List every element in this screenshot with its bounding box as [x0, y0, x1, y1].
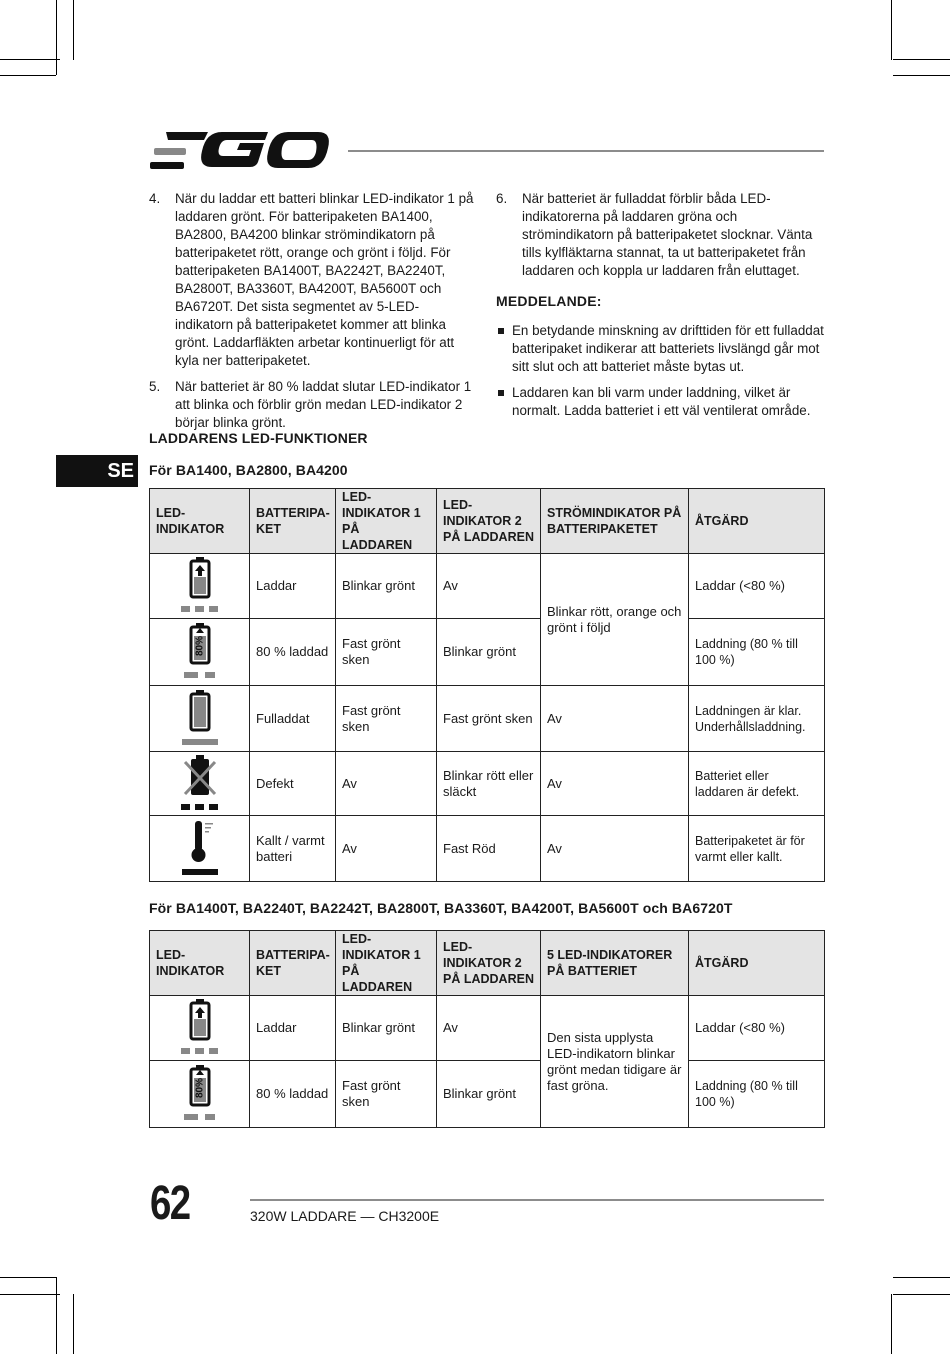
- led-cell: [150, 816, 250, 882]
- list-item: [149, 190, 474, 370]
- bullet-square-icon: [498, 328, 504, 334]
- battery-defect-icon: [180, 754, 220, 810]
- led-cell: [150, 752, 250, 816]
- header-rule: [348, 150, 824, 152]
- power-cell: Blinkar rött, orange och grönt i följd: [541, 554, 689, 686]
- column-header: BATTERIPA-KET: [250, 931, 336, 996]
- bullet-text: En betydande minskning av drifttiden för ett fulladdat batteripaket indikerar att batteriets livslängd går mot sitt slut och att batteriet måste bytas ut.: [512, 323, 824, 374]
- list-item: [496, 190, 824, 280]
- action-cell: Laddning (80 % till 100 %): [689, 1061, 825, 1128]
- badge-80-text: 80%: [194, 1077, 206, 1099]
- bullet-item: [496, 384, 824, 420]
- action-cell: Laddningen är klar. Underhållsladdning.: [689, 686, 825, 752]
- column-header: ÅTGÄRD: [689, 931, 825, 996]
- battery-80-icon: [180, 1064, 220, 1120]
- table-row: [150, 1061, 825, 1128]
- table-header-row: [150, 931, 825, 996]
- led1-cell: Fast grönt sken: [336, 1061, 437, 1128]
- crop-mark: [73, 0, 74, 60]
- column-header: LED-INDIKATOR 1 PÅ LADDAREN: [336, 931, 437, 996]
- led1-cell: Blinkar grönt: [336, 554, 437, 619]
- led2-cell: Av: [437, 554, 541, 619]
- item-text: När batteriet är 80 % laddat slutar LED-indikator 1 att blinka och förblir grön medan LED-indikator 2 börjar blinka grönt.: [175, 379, 472, 430]
- battery-80-icon: [180, 622, 220, 678]
- page-number: 62: [150, 1177, 190, 1230]
- column-header: BATTERIPA-KET: [250, 489, 336, 554]
- crop-mark: [891, 0, 892, 60]
- battery-charging-icon: [180, 556, 220, 612]
- notice-heading: MEDDELANDE:: [496, 293, 602, 309]
- crop-mark: [0, 59, 60, 60]
- thermometer-icon: [180, 819, 220, 875]
- table-row: [150, 996, 825, 1061]
- section-title: LADDARENS LED-FUNKTIONER: [149, 430, 368, 446]
- item-number: 6.: [496, 191, 508, 206]
- column-header: ÅTGÄRD: [689, 489, 825, 554]
- power-cell: Av: [541, 816, 689, 882]
- table-row: [150, 752, 825, 816]
- battery-cell: Defekt: [250, 752, 336, 816]
- led2-cell: Av: [437, 996, 541, 1061]
- left-column: [149, 190, 474, 440]
- column-header: LED-INDIKATOR 2 PÅ LADDAREN: [437, 489, 541, 554]
- table-row: [150, 619, 825, 686]
- table-header-row: [150, 489, 825, 554]
- led2-cell: Fast grönt sken: [437, 686, 541, 752]
- right-column: [496, 190, 824, 428]
- led1-cell: Fast grönt sken: [336, 686, 437, 752]
- action-cell: Batteriet eller laddaren är defekt.: [689, 752, 825, 816]
- battery-cell: Fulladdat: [250, 686, 336, 752]
- led2-cell: Blinkar grönt: [437, 619, 541, 686]
- column-header: 5 LED-INDIKATORER PÅ BATTERIET: [541, 931, 689, 996]
- battery-cell: 80 % laddad: [250, 1061, 336, 1128]
- footer-rule: [250, 1199, 824, 1201]
- action-cell: Laddar (<80 %): [689, 554, 825, 619]
- column-header: LED-INDIKATOR: [150, 931, 250, 996]
- column-header: LED-INDIKATOR 1 PÅ LADDAREN: [336, 489, 437, 554]
- power-cell: Av: [541, 752, 689, 816]
- power-cell: Av: [541, 686, 689, 752]
- led1-cell: Fast grönt sken: [336, 619, 437, 686]
- crop-mark: [891, 1294, 892, 1354]
- led-table-1: [149, 488, 825, 882]
- led-cell: [150, 1061, 250, 1128]
- battery-cell: Laddar: [250, 996, 336, 1061]
- battery-charging-icon: [180, 998, 220, 1054]
- crop-mark: [893, 1294, 950, 1295]
- bullet-item: [496, 322, 824, 376]
- crop-mark: [0, 75, 56, 76]
- crop-mark: [0, 1277, 56, 1278]
- table-row: [150, 554, 825, 619]
- led-cell: [150, 996, 250, 1061]
- action-cell: Laddning (80 % till 100 %): [689, 619, 825, 686]
- bullet-text: Laddaren kan bli varm under laddning, vilket är normalt. Ladda batteriet i ett väl ventilerat område.: [512, 385, 811, 418]
- crop-mark: [56, 1277, 57, 1354]
- led-cell: [150, 619, 250, 686]
- led2-cell: Blinkar grönt: [437, 1061, 541, 1128]
- column-header: LED-INDIKATOR 2 PÅ LADDAREN: [437, 931, 541, 996]
- item-text: När batteriet är fulladdat förblir båda LED-indikatorerna på laddaren gröna och strömindikatorn på batteripaketet slocknar. Vänta tills kylfläktarna stannat, ta ut batteripaketet från laddaren och koppla ur laddaren från eluttaget.: [522, 191, 813, 278]
- table-row: [150, 816, 825, 882]
- badge-80-text: 80%: [194, 635, 206, 657]
- led-cell: [150, 554, 250, 619]
- column-header: LED-INDIKATOR: [150, 489, 250, 554]
- battery-cell: Laddar: [250, 554, 336, 619]
- led-table-2: [149, 930, 825, 1128]
- table2-title: För BA1400T, BA2240T, BA2242T, BA2800T, BA3360T, BA4200T, BA5600T och BA6720T: [149, 900, 733, 916]
- battery-full-icon: [180, 689, 220, 745]
- led1-cell: Blinkar grönt: [336, 996, 437, 1061]
- led1-cell: Av: [336, 752, 437, 816]
- list-item: [149, 378, 474, 432]
- table-row: [150, 686, 825, 752]
- crop-mark: [893, 1277, 950, 1278]
- led2-cell: Blinkar rött eller släckt: [437, 752, 541, 816]
- item-number: 4.: [149, 191, 161, 206]
- action-cell: Batteripaketet är för varmt eller kallt.: [689, 816, 825, 882]
- item-text: När du laddar ett batteri blinkar LED-indikator 1 på laddaren grönt. För batteripaketen BA1400, BA2800, BA4200 blinkar strömindikatorn på batteripaketet rött, orange och grönt i följd. För batteripaketen BA1400T, BA2242T, BA2240T, BA2800T, BA3360T, BA4200T, BA5600T och BA6720T. Det sista segmentet av 5-LED-indikatorn på batteripaketet kommer att blinka grönt. Laddarfläkten arbetar kontinuerligt för att kyla ner batteripaketet.: [175, 191, 474, 368]
- bullet-square-icon: [498, 390, 504, 396]
- column-header: STRÖMINDIKATOR PÅ BATTERIPAKETET: [541, 489, 689, 554]
- table1-title: För BA1400, BA2800, BA4200: [149, 462, 348, 478]
- crop-mark: [0, 1294, 60, 1295]
- crop-mark: [893, 75, 950, 76]
- battery-cell: Kallt / varmt batteri: [250, 816, 336, 882]
- led2-cell: Fast Röd: [437, 816, 541, 882]
- footer-product: 320W LADDARE — CH3200E: [250, 1208, 440, 1224]
- action-cell: Laddar (<80 %): [689, 996, 825, 1061]
- ego-logo: [148, 128, 332, 172]
- led1-cell: Av: [336, 816, 437, 882]
- power-cell: Den sista upplysta LED-indikatorn blinkar grönt medan tidigare är fast gröna.: [541, 996, 689, 1128]
- crop-mark: [73, 1294, 74, 1354]
- led-cell: [150, 686, 250, 752]
- crop-mark: [56, 0, 57, 75]
- item-number: 5.: [149, 379, 161, 394]
- battery-cell: 80 % laddad: [250, 619, 336, 686]
- crop-mark: [893, 59, 950, 60]
- language-tab: SE: [56, 455, 138, 487]
